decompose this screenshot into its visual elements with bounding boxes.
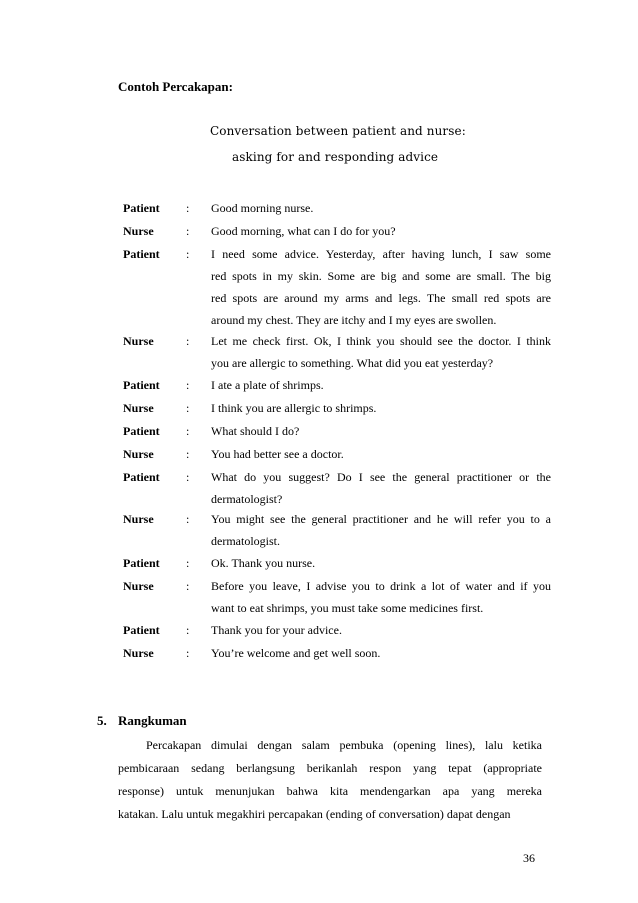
dialogue-line: you are allergic to something. What did you eat yesterday? — [211, 356, 494, 370]
dialogue-line: Ok. Thank you nurse. — [211, 556, 316, 570]
speaker-label: Patient — [123, 623, 160, 637]
summary-line: katakan. Lalu untuk megakhiri percapakan (ending of conversation) dapat dengan — [118, 807, 511, 821]
dialogue-line: dermatologist. — [211, 534, 280, 548]
conversation-title-line1: Conversation between patient and nurse: — [210, 124, 466, 138]
dialogue-line: red spots in my skin. Some are big and some are small. The big — [211, 269, 551, 283]
speaker-label: Patient — [123, 201, 160, 215]
colon-separator: : — [186, 334, 190, 348]
speaker-label: Patient — [123, 470, 160, 484]
colon-separator: : — [186, 623, 190, 637]
dialogue-line: What do you suggest? Do I see the general practitioner or the — [211, 470, 551, 484]
summary-line: Percakapan dimulai dengan salam pembuka (opening lines), lalu ketika — [146, 738, 542, 752]
colon-separator: : — [186, 579, 190, 593]
dialogue-line: Thank you for your advice. — [211, 623, 342, 637]
dialogue-line: Good morning, what can I do for you? — [211, 224, 396, 238]
speaker-label: Patient — [123, 378, 160, 392]
summary-line: pembicaraan sedang berlangsung berikanlah respon yang tepat (appropriate — [118, 761, 542, 775]
dialogue-line: What should I do? — [211, 424, 300, 438]
dialogue-line: want to eat shrimps, you must take some medicines first. — [211, 601, 484, 615]
colon-separator: : — [186, 512, 190, 526]
colon-separator: : — [186, 401, 190, 415]
speaker-label: Nurse — [123, 447, 154, 461]
speaker-label: Patient — [123, 556, 160, 570]
colon-separator: : — [186, 201, 190, 215]
dialogue-line: You might see the general practitioner and he will refer you to a — [211, 512, 551, 526]
dialogue-line: Before you leave, I advise you to drink a lot of water and if you — [211, 579, 551, 593]
dialogue-line: red spots are around my arms and legs. The small red spots are — [211, 291, 551, 305]
page-number: 36 — [523, 851, 535, 865]
dialogue-line: around my chest. They are itchy and I my eyes are swollen. — [211, 313, 497, 327]
colon-separator: : — [186, 447, 190, 461]
dialogue-line: I think you are allergic to shrimps. — [211, 401, 377, 415]
conversation-title-line2: asking for and responding advice — [232, 150, 439, 164]
colon-separator: : — [186, 470, 190, 484]
colon-separator: : — [186, 224, 190, 238]
section-title: Rangkuman — [118, 713, 187, 728]
speaker-label: Nurse — [123, 512, 154, 526]
speaker-label: Patient — [123, 424, 160, 438]
dialogue-line: I ate a plate of shrimps. — [211, 378, 324, 392]
example-heading: Contoh Percakapan: — [118, 79, 233, 94]
dialogue-line: dermatologist? — [211, 492, 283, 506]
speaker-label: Nurse — [123, 579, 154, 593]
speaker-label: Nurse — [123, 646, 154, 660]
speaker-label: Nurse — [123, 401, 154, 415]
colon-separator: : — [186, 556, 190, 570]
colon-separator: : — [186, 646, 190, 660]
colon-separator: : — [186, 424, 190, 438]
speaker-label: Nurse — [123, 334, 154, 348]
colon-separator: : — [186, 247, 190, 261]
dialogue-line: I need some advice. Yesterday, after having lunch, I saw some — [211, 247, 551, 261]
dialogue-line: You’re welcome and get well soon. — [211, 646, 381, 660]
dialogue-line: You had better see a doctor. — [211, 447, 344, 461]
dialogue-line: Good morning nurse. — [211, 201, 314, 215]
section-number: 5. — [97, 713, 107, 728]
speaker-label: Patient — [123, 247, 160, 261]
speaker-label: Nurse — [123, 224, 154, 238]
dialogue-line: Let me check first. Ok, I think you should see the doctor. I think — [211, 334, 551, 348]
summary-line: response) untuk menunjukan bahwa kita mendengarkan apa yang mereka — [118, 784, 542, 798]
colon-separator: : — [186, 378, 190, 392]
